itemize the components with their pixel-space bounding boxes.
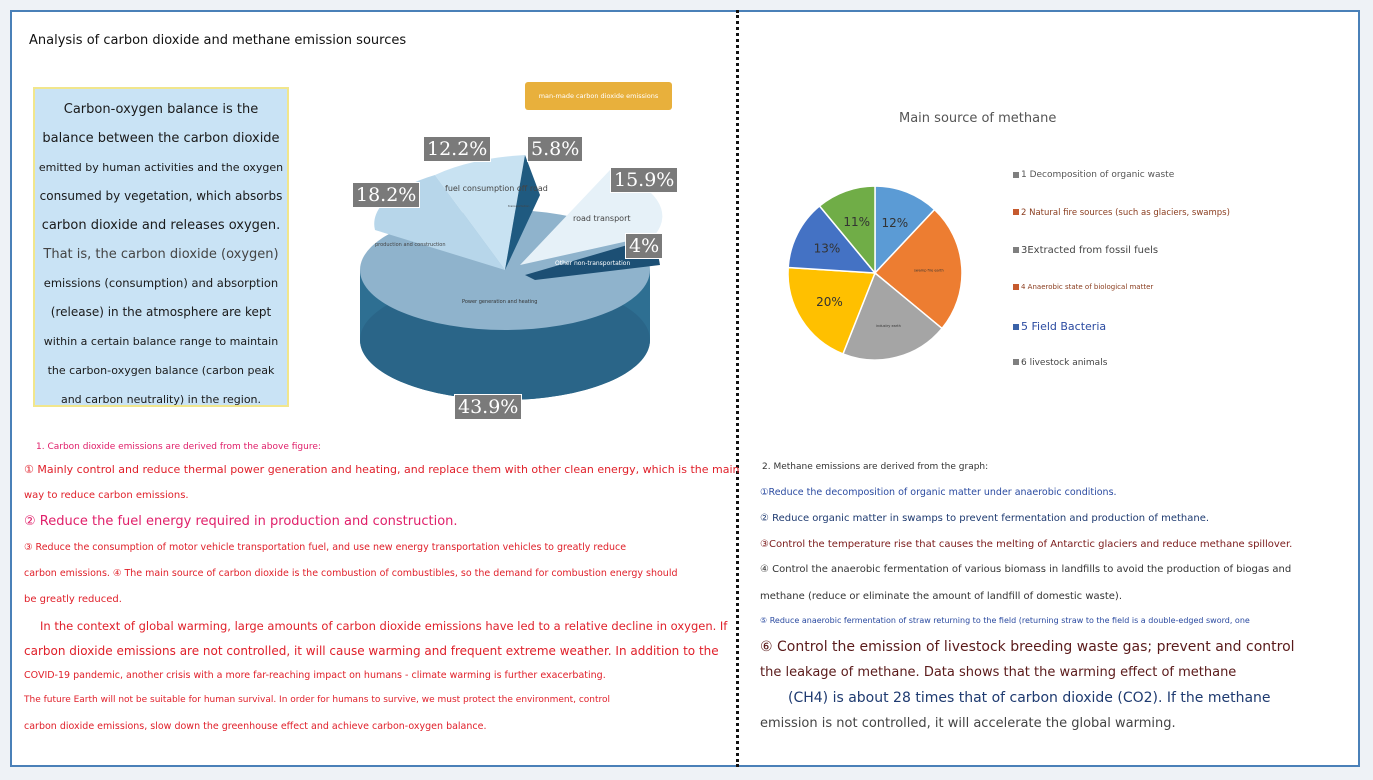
legend-swatch xyxy=(1013,209,1019,215)
seg-label-fuel: fuel consumption off road xyxy=(445,184,548,193)
column-divider xyxy=(736,10,739,767)
page-title: Analysis of carbon dioxide and methane emission sources xyxy=(29,33,407,48)
legend-swatch xyxy=(1013,359,1019,365)
methane-line: methane (reduce or eliminate the amount of landfill of domestic waste). xyxy=(760,591,1122,602)
note-line: (release) in the atmosphere are kept xyxy=(50,305,272,319)
methane-line: ⑤ Reduce anaerobic fermentation of straw returning to the field (returning straw to the field is a double-edged sword, one xyxy=(760,616,1250,625)
note-line: the carbon-oxygen balance (carbon peak xyxy=(47,364,275,377)
legend-swatch xyxy=(1013,284,1019,290)
pie-data-label: 11% xyxy=(843,215,871,230)
note-line: and carbon neutrality) in the region. xyxy=(60,393,262,406)
note-line: emissions (consumption) and absorption xyxy=(43,276,279,290)
pie-data-label: 13% xyxy=(813,241,841,256)
note-line: Carbon-oxygen balance is the xyxy=(63,102,259,117)
methane-line: ⑥ Control the emission of livestock breeding waste gas; prevent and control xyxy=(760,639,1295,655)
pct-label: 18.2% xyxy=(352,182,420,208)
legend-label: 6 livestock animals xyxy=(1021,357,1108,368)
note-line: carbon dioxide and releases oxygen. xyxy=(41,218,281,233)
legend-item xyxy=(1013,358,1107,368)
co2-line: way to reduce carbon emissions. xyxy=(24,490,189,501)
methane-line: (CH4) is about 28 times that of carbon dioxide (CO2). If the methane xyxy=(788,690,1271,706)
co2-line: ① Mainly control and reduce thermal power generation and heating, and replace them with other clean energy, which is the main xyxy=(24,463,740,476)
note-line: within a certain balance range to maintain xyxy=(43,335,279,348)
methane-legend xyxy=(1013,170,1333,380)
seg-label-power: Power generation and heating xyxy=(462,299,538,305)
co2-heading: 1. Carbon dioxide emissions are derived from the above figure: xyxy=(36,442,321,452)
legend-item xyxy=(1013,320,1106,333)
methane-line: emission is not controlled, it will accelerate the global warming. xyxy=(760,716,1176,731)
co2-line: carbon dioxide emissions, slow down the greenhouse effect and achieve carbon-oxygen balance. xyxy=(24,721,487,732)
seg-label-other: Other non-transportation xyxy=(555,260,631,267)
methane-pie-chart xyxy=(780,168,970,380)
methane-line: the leakage of methane. Data shows that the warming effect of methane xyxy=(760,665,1237,680)
seg-label-production: production and construction xyxy=(375,242,446,248)
legend-label: 4 Anaerobic state of biological matter xyxy=(1021,282,1154,291)
co2-line: carbon emissions. ④ The main source of carbon dioxide is the combustion of combustibles, so the demand for combustion energy should xyxy=(24,568,678,579)
legend-label: 3Extracted from fossil fuels xyxy=(1021,245,1159,256)
legend-swatch xyxy=(1013,247,1019,253)
methane-line: ①Reduce the decomposition of organic matter under anaerobic conditions. xyxy=(760,487,1117,498)
co2-line: The future Earth will not be suitable for human survival. In order for humans to survive, we must protect the environment, control xyxy=(24,695,611,705)
legend-item xyxy=(1013,283,1153,291)
legend-label: 1 Decomposition of organic waste xyxy=(1021,170,1175,180)
pie-data-label: 12% xyxy=(881,215,909,230)
pct-label: 5.8% xyxy=(527,136,583,162)
legend-label: 5 Field Bacteria xyxy=(1021,320,1107,333)
legend-swatch xyxy=(1013,172,1019,178)
pie-data-label: 20% xyxy=(816,294,843,309)
co2-line: In the context of global warming, large amounts of carbon dioxide emissions have led to a relative decline in oxygen. If xyxy=(40,619,728,633)
legend-label: 2 Natural fire sources (such as glaciers, swamps) xyxy=(1021,207,1230,218)
note-line: emitted by human activities and the oxygen xyxy=(38,161,284,174)
co2-chart-badge: man-made carbon dioxide emissions xyxy=(525,82,672,110)
methane-heading: 2. Methane emissions are derived from the graph: xyxy=(762,462,989,472)
pie-inner-label: industry earth xyxy=(876,324,901,329)
pct-label: 12.2% xyxy=(423,136,491,162)
co2-line: COVID-19 pandemic, another crisis with a more far-reaching impact on humans - climate warming is further exacerbating. xyxy=(24,670,606,681)
methane-chart-title: Main source of methane xyxy=(899,111,1057,126)
methane-line: ③Control the temperature rise that causes the melting of Antarctic glaciers and reduce methane spillover. xyxy=(760,539,1293,550)
legend-swatch xyxy=(1013,324,1019,330)
methane-line: ④ Control the anaerobic fermentation of various biomass in landfills to avoid the production of biogas and xyxy=(760,564,1292,575)
methane-line: ② Reduce organic matter in swamps to prevent fermentation and production of methane. xyxy=(760,513,1210,524)
pct-label: 15.9% xyxy=(610,167,678,193)
legend-item xyxy=(1013,208,1230,218)
legend-item xyxy=(1013,170,1174,180)
legend-item xyxy=(1013,245,1158,256)
note-line: consumed by vegetation, which absorbs xyxy=(39,189,283,203)
pct-label: 4% xyxy=(625,233,663,259)
note-line: balance between the carbon dioxide xyxy=(42,131,280,146)
co2-line: carbon dioxide emissions are not controlled, it will cause warming and frequent extreme weather. In addition to the xyxy=(24,644,719,658)
note-line: That is, the carbon dioxide (oxygen) xyxy=(43,247,279,262)
co2-line: ② Reduce the fuel energy required in production and construction. xyxy=(24,514,458,529)
pie-inner-label: swamp fire earth xyxy=(913,268,944,273)
co2-line: ③ Reduce the consumption of motor vehicle transportation fuel, and use new energy transportation vehicles to greatly reduce xyxy=(24,542,627,553)
co2-line: be greatly reduced. xyxy=(24,594,122,605)
seg-label-transport: transportation xyxy=(508,204,530,208)
pct-label: 43.9% xyxy=(454,394,522,420)
seg-label-road: road transport xyxy=(573,214,631,223)
